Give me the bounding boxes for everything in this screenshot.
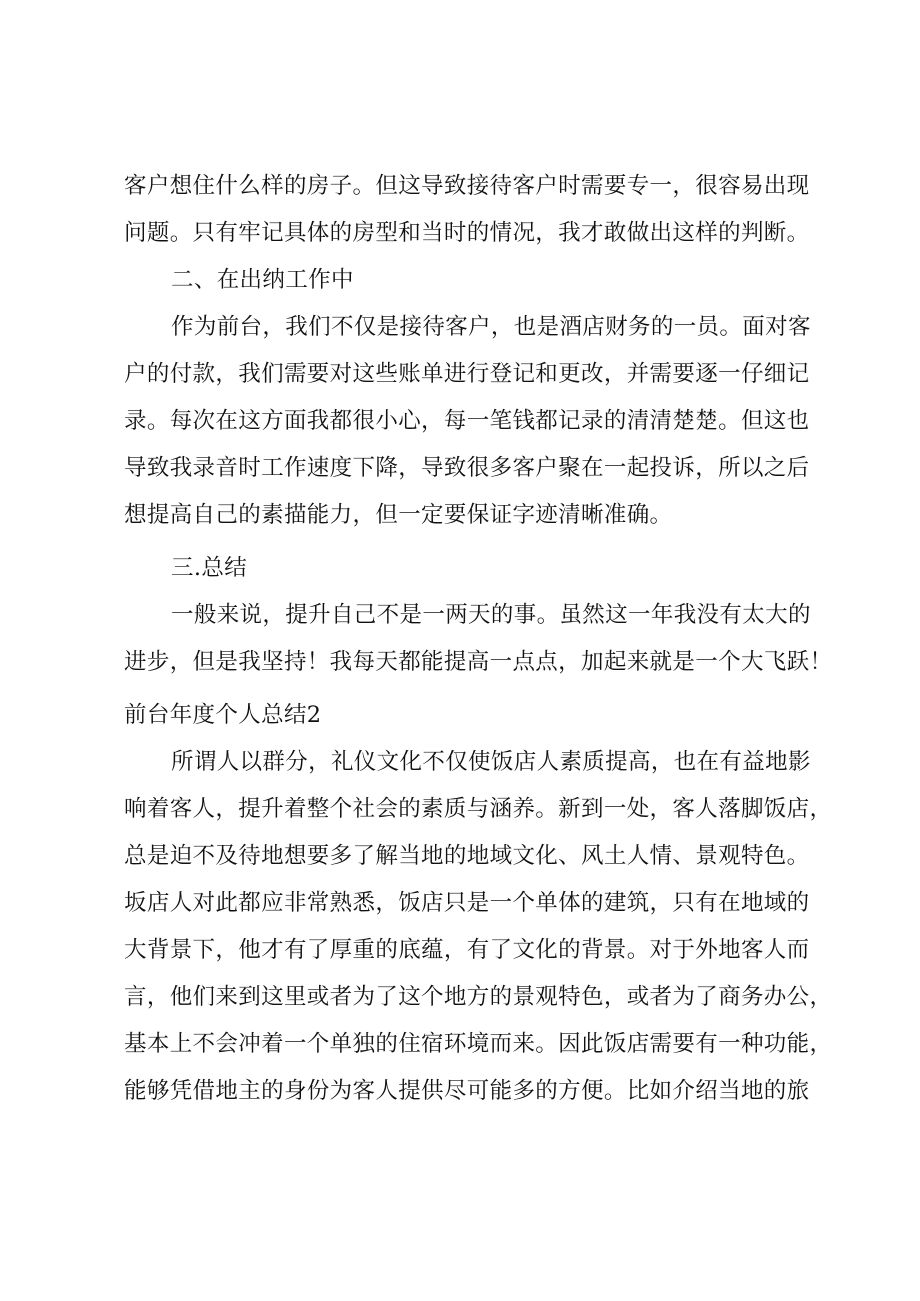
- body-text-line: 录。每次在这方面我都很小心，每一笔钱都记录的清清楚楚。但这也: [124, 408, 810, 434]
- section-heading: 三.总结: [171, 555, 248, 581]
- body-text-line: 客户想住什么样的房子。但这导致接待客户时需要专一，很容易出现: [124, 173, 810, 199]
- body-text-line: 坂店人对此都应非常熟悉，饭店只是一个单体的建筑，只有在地域的: [124, 890, 810, 916]
- body-text-line: 户的付款，我们需要对这些账单进行登记和更改，并需要逐一仔细记: [124, 361, 810, 387]
- body-text-line: 所谓人以群分，礼仪文化不仅使饭店人素质提高，也在有益地影: [171, 749, 811, 775]
- body-text-line: 总是迫不及待地想要多了解当地的地域文化、风土人情、景观特色。: [124, 843, 810, 869]
- body-text-line: 一般来说，提升自己不是一两天的事。虽然这一年我没有太大的: [171, 602, 811, 628]
- body-text-line: 能够凭借地主的身份为客人提供尽可能多的方便。比如介绍当地的旅: [124, 1078, 810, 1104]
- document-title: 前台年度个人总结2: [124, 702, 322, 728]
- body-text-line: 问题。只有牢记具体的房型和当时的情况，我才敢做出这样的判断。: [124, 220, 810, 246]
- body-text-line: 进步，但是我坚持！我每天都能提高一点点，加起来就是一个大飞跃！: [124, 649, 833, 675]
- section-heading: 二、在出纳工作中: [171, 267, 354, 293]
- body-text-line: 响着客人，提升着整个社会的素质与涵养。新到一处，客人落脚饭店，: [124, 796, 833, 822]
- body-text-line: 大背景下，他才有了厚重的底蕴，有了文化的背景。对于外地客人而: [124, 937, 810, 963]
- body-text-line: 想提高自己的素描能力，但一定要保证字迹清晰准确。: [124, 502, 673, 528]
- body-text-line: 基本上不会冲着一个单独的住宿环境而来。因此饭店需要有一种功能，: [124, 1031, 833, 1057]
- body-text-line: 言，他们来到这里或者为了这个地方的景观特色，或者为了商务办公，: [124, 984, 833, 1010]
- body-text-line: 导致我录音时工作速度下降，导致很多客户聚在一起投诉，所以之后: [124, 455, 810, 481]
- body-text-line: 作为前台，我们不仅是接待客户，也是酒店财务的一员。面对客: [171, 314, 811, 340]
